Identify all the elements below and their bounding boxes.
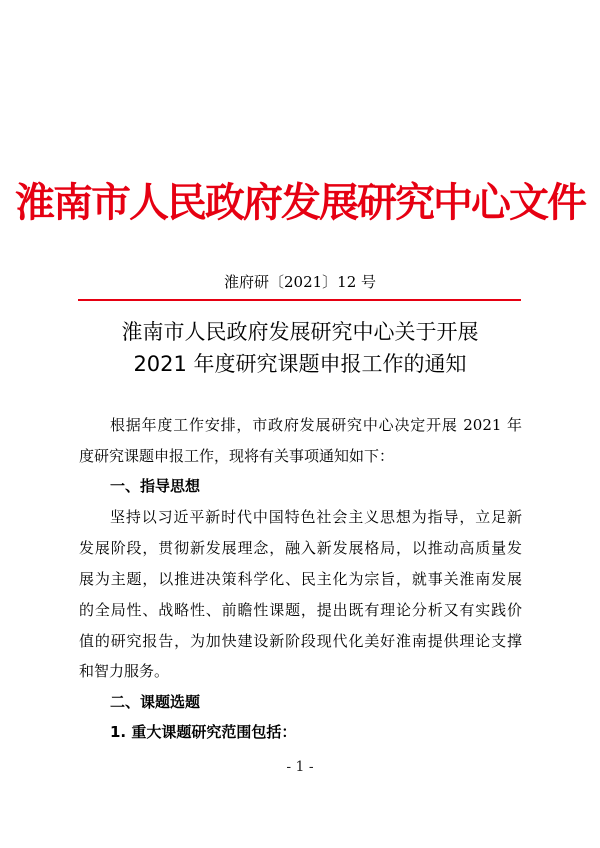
page-number: - 1 - <box>286 759 314 775</box>
notice-title-line-1: 淮南市人民政府发展研究中心关于开展 <box>121 320 479 344</box>
section-1-line-2: 发展阶段，贯彻新发展理念，融入新发展格局，以推动高质量发 <box>79 539 522 557</box>
section-1-line-5: 值的研究报告，为加快建设新阶段现代化美好淮南提供理论支撑 <box>79 632 522 650</box>
intro-line-2: 度研究课题申报工作，现将有关事项通知如下： <box>79 447 395 465</box>
section-1-heading: 一、指导思想 <box>110 477 201 495</box>
section-1-line-6: 和智力服务。 <box>79 662 170 680</box>
subsection-1-heading: 1. 重大课题研究范围包括： <box>110 723 297 741</box>
section-2-heading: 二、课题选题 <box>110 693 201 711</box>
section-1-line-4: 的全局性、战略性、前瞻性课题，提出既有理论分析又有实践价 <box>79 601 522 619</box>
intro-line-1: 根据年度工作安排，市政府发展研究中心决定开展 2021 年 <box>110 416 522 434</box>
red-divider-rule <box>78 299 521 301</box>
document-number: 淮府研〔2021〕12 号 <box>223 273 377 291</box>
section-1-line-1: 坚持以习近平新时代中国特色社会主义思想为指导，立足新 <box>110 508 522 526</box>
notice-title-line-2: 2021 年度研究课题申报工作的通知 <box>133 352 467 376</box>
document-red-header: 淮南市人民政府发展研究中心文件 <box>15 180 585 226</box>
section-1-line-3: 展为主题，以推进决策科学化、民主化为宗旨，就事关淮南发展 <box>79 570 522 588</box>
